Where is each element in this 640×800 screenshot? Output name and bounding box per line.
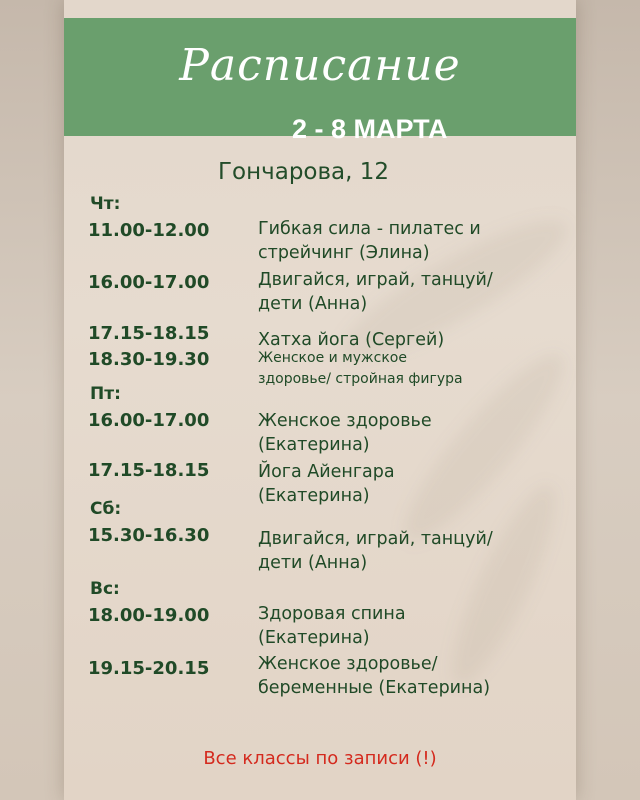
entry-time: 18.30-19.30 — [88, 349, 210, 370]
entry-class-line1: Хатха йога (Сергей) — [258, 330, 445, 350]
address: Гончарова, 12 — [218, 159, 390, 185]
entry-class — [258, 348, 558, 390]
entry-class-line1: Двигайся, играй, танцуй/ — [258, 529, 493, 549]
entry-class — [258, 217, 558, 265]
entry-class-line1: Здоровая спина — [258, 604, 406, 624]
entry-class-line1: Женское здоровье/ — [258, 654, 438, 674]
entry-class — [258, 652, 558, 700]
entry-class-line1: Йога Айенгара — [258, 462, 395, 482]
entry-class-line2: беременные (Екатерина) — [258, 678, 491, 698]
entry-class-line1: Гибкая сила - пилатес и — [258, 219, 481, 239]
entry-class-line1: Женское здоровье — [258, 411, 432, 431]
entry-class-line2: стрейчинг (Элина) — [258, 243, 430, 263]
poster-title: Расписание — [179, 40, 461, 91]
entry-class — [258, 409, 558, 457]
entry-time: 17.15-18.15 — [88, 460, 210, 481]
entry-class-line2: (Екатерина) — [258, 628, 370, 648]
entry-class — [258, 527, 558, 575]
entry-class — [258, 602, 558, 650]
entry-class-line2: (Екатерина) — [258, 486, 370, 506]
entry-class-line2: дети (Анна) — [258, 294, 368, 314]
entry-time: 18.00-19.00 — [88, 605, 210, 626]
entry-class-line2: дети (Анна) — [258, 553, 368, 573]
entry-time: 15.30-16.30 — [88, 525, 210, 546]
entry-class — [258, 460, 558, 508]
day-label-sunday: Вс: — [90, 579, 120, 599]
day-label-thursday: Чт: — [90, 194, 121, 214]
date-range: 2 - 8 МАРТА — [292, 114, 448, 144]
booking-note: Все классы по записи (!) — [203, 748, 437, 769]
entry-time: 16.00-17.00 — [88, 272, 210, 293]
entry-time: 16.00-17.00 — [88, 410, 210, 431]
entry-class-line2: здоровье/ стройная фигура — [258, 371, 463, 387]
entry-class-line2: (Екатерина) — [258, 435, 370, 455]
entry-class-line1: Женское и мужское — [258, 350, 407, 366]
day-label-saturday: Сб: — [90, 499, 122, 519]
entry-class — [258, 268, 558, 316]
entry-class-line1: Двигайся, играй, танцуй/ — [258, 270, 493, 290]
entry-time: 19.15-20.15 — [88, 658, 210, 679]
entry-time: 17.15-18.15 — [88, 323, 210, 344]
entry-time: 11.00-12.00 — [88, 220, 210, 241]
day-label-friday: Пт: — [90, 384, 121, 404]
